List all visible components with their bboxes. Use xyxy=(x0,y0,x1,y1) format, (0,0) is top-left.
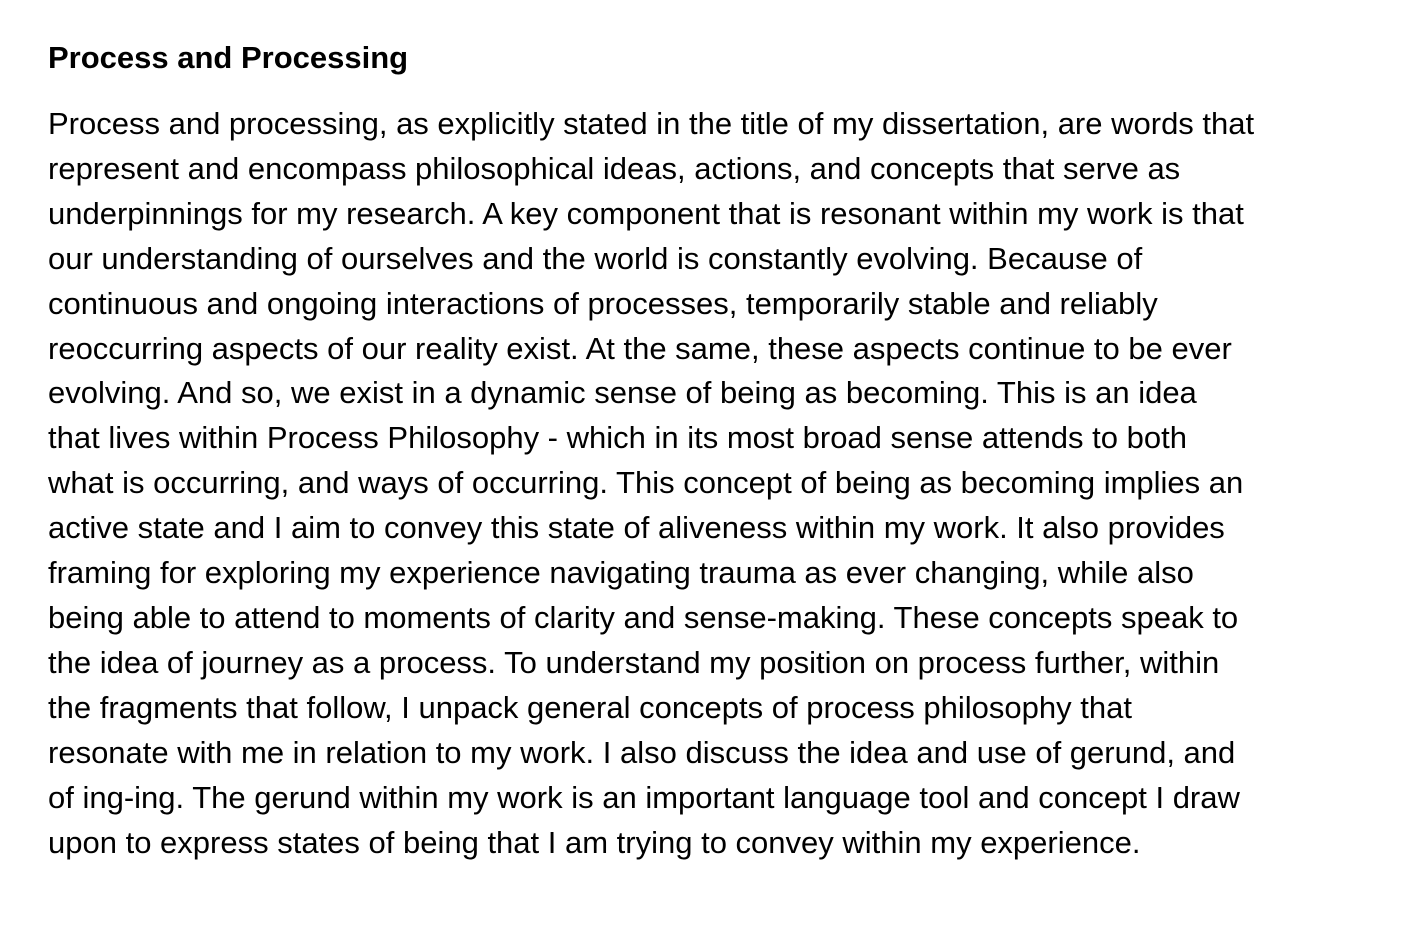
document xyxy=(48,34,1378,865)
section-heading: Process and Processing xyxy=(48,40,409,75)
paragraph-line: upon to express states of being that I am trying to convey within my experience. xyxy=(48,824,1141,860)
paragraph-line: resonate with me in relation to my work. I also discuss the idea and use of gerund, and xyxy=(48,734,1236,770)
paragraph-line: our understanding of ourselves and the world is constantly evolving. Because of xyxy=(48,240,1143,276)
paragraph-line: reoccurring aspects of our reality exist. At the same, these aspects continue to be ever xyxy=(48,330,1232,366)
paragraph-line: that lives within Process Philosophy - which in its most broad sense attends to both xyxy=(48,420,1187,456)
paragraph-line: Process and processing, as explicitly stated in the title of my dissertation, are words that xyxy=(48,106,1255,141)
paragraph-line: the idea of journey as a process. To understand my position on process further, within xyxy=(48,644,1220,680)
paragraph-line: of ing-ing. The gerund within my work is an important language tool and concept I draw xyxy=(48,779,1240,815)
paragraph-line: evolving. And so, we exist in a dynamic sense of being as becoming. This is an idea xyxy=(48,375,1197,411)
paragraph-line: continuous and ongoing interactions of processes, temporarily stable and reliably xyxy=(48,285,1158,321)
paragraph-line: the fragments that follow, I unpack general concepts of process philosophy that xyxy=(48,689,1132,725)
paragraph-line: represent and encompass philosophical ideas, actions, and concepts that serve as xyxy=(48,150,1181,186)
paragraph-line: underpinnings for my research. A key component that is resonant within my work is that xyxy=(48,195,1244,231)
paragraph-line: framing for exploring my experience navigating trauma as ever changing, while also xyxy=(48,555,1194,591)
paragraph-line: active state and I aim to convey this state of aliveness within my work. It also provides xyxy=(48,510,1225,546)
paragraph-line: being able to attend to moments of clarity and sense-making. These concepts speak to xyxy=(48,599,1239,635)
paragraph-line: what is occurring, and ways of occurring. This concept of being as becoming implies an xyxy=(48,465,1244,501)
body-paragraph xyxy=(48,102,1378,865)
